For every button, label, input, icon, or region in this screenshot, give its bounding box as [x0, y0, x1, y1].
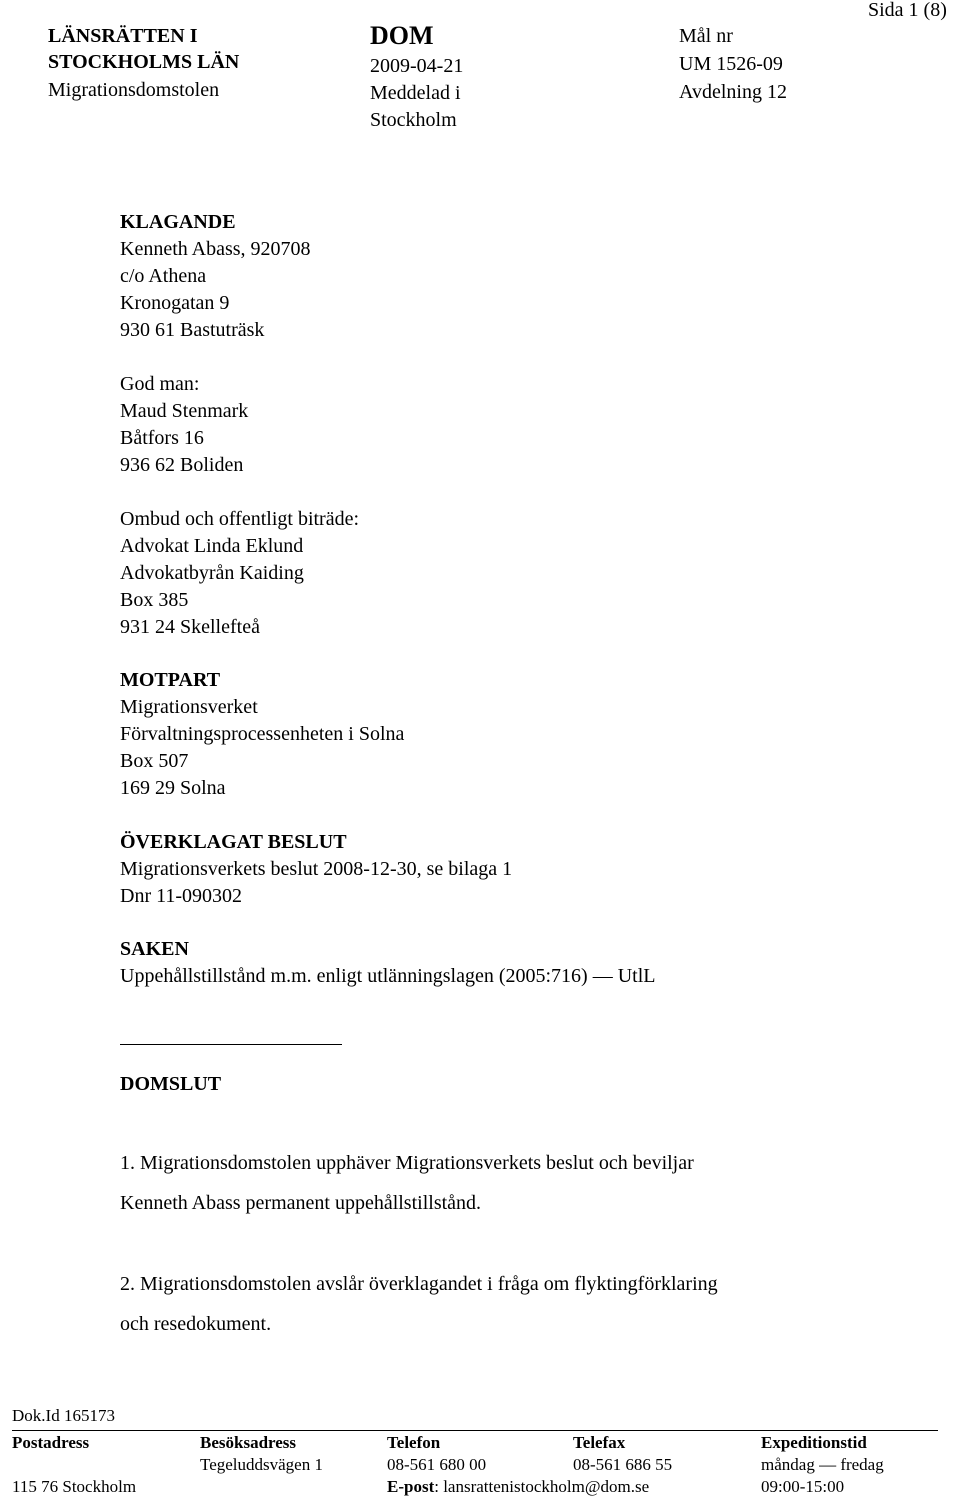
footer-expeditionstid-days: måndag ― fredag	[761, 1455, 884, 1474]
saken-line: Uppehållstillstånd m.m. enligt utlänningslagen (2005:716) ― UtlL	[120, 965, 656, 987]
klagande-line: Kronogatan 9	[120, 292, 230, 314]
god-man-line: 936 62 Boliden	[120, 454, 244, 476]
section-divider	[120, 1044, 342, 1045]
footer-telefon-label: Telefon	[387, 1433, 441, 1452]
case-number: UM 1526-09	[679, 53, 783, 75]
motpart-line: Förvaltningsprocessenheten i Solna	[120, 723, 405, 745]
document-type: DOM	[370, 21, 434, 50]
case-label: Mål nr	[679, 25, 733, 47]
ombud-line: Advokatbyrån Kaiding	[120, 562, 304, 584]
ombud-line: Ombud och offentligt biträde:	[120, 508, 360, 530]
footer-postadress-value: 115 76 Stockholm	[12, 1477, 137, 1496]
document-id: Dok.Id 165173	[12, 1406, 115, 1425]
footer-email-value: : lansrattenistockholm@dom.se	[434, 1477, 650, 1496]
footer-email	[387, 1476, 649, 1498]
footer-email-label: E-post	[387, 1477, 435, 1496]
god-man-line: Maud Stenmark	[120, 400, 249, 422]
footer-telefax-value: 08-561 686 55	[573, 1455, 673, 1474]
court-name-line2: STOCKHOLMS LÄN	[48, 51, 240, 73]
court-name-line1: LÄNSRÄTTEN I	[48, 25, 198, 47]
page-number: Sida 1 (8)	[868, 0, 947, 21]
issued-line2: Stockholm	[370, 109, 457, 131]
domslut-heading: DOMSLUT	[120, 1073, 222, 1095]
domslut-item-2-line1: 2. Migrationsdomstolen avslår överklagandet i fråga om flyktingförklaring	[120, 1273, 718, 1295]
motpart-line: Box 507	[120, 750, 189, 772]
footer-telefon-value: 08-561 680 00	[387, 1455, 487, 1474]
motpart-line: 169 29 Solna	[120, 777, 226, 799]
motpart-heading: MOTPART	[120, 669, 221, 691]
division: Avdelning 12	[679, 81, 787, 103]
footer-besoksadress-label: Besöksadress	[200, 1433, 297, 1452]
overklagat-line: Dnr 11-090302	[120, 885, 243, 907]
klagande-line: 930 61 Bastuträsk	[120, 319, 265, 341]
klagande-line: Kenneth Abass, 920708	[120, 238, 311, 260]
document-date: 2009-04-21	[370, 55, 464, 77]
footer-telefax-label: Telefax	[573, 1433, 626, 1452]
domslut-item-1-line1: 1. Migrationsdomstolen upphäver Migrationsverkets beslut och beviljar	[120, 1152, 694, 1174]
footer-expeditionstid-label: Expeditionstid	[761, 1433, 867, 1452]
footer-divider	[12, 1430, 938, 1431]
domslut-item-2-line2: och resedokument.	[120, 1313, 272, 1335]
ombud-line: Advokat Linda Eklund	[120, 535, 304, 557]
saken-heading: SAKEN	[120, 938, 189, 960]
klagande-heading: KLAGANDE	[120, 211, 236, 233]
footer-besoksadress-value: Tegeluddsvägen 1	[200, 1455, 323, 1474]
footer-expeditionstid-hours: 09:00-15:00	[761, 1477, 845, 1496]
issued-line1: Meddelad i	[370, 82, 461, 104]
motpart-line: Migrationsverket	[120, 696, 258, 718]
ombud-line: 931 24 Skellefteå	[120, 616, 260, 638]
god-man-line: Båtfors 16	[120, 427, 204, 449]
klagande-line: c/o Athena	[120, 265, 207, 287]
footer-postadress-label: Postadress	[12, 1433, 90, 1452]
overklagat-line: Migrationsverkets beslut 2008-12-30, se bilaga 1	[120, 858, 513, 880]
ombud-line: Box 385	[120, 589, 189, 611]
god-man-line: God man:	[120, 373, 200, 395]
domslut-item-1-line2: Kenneth Abass permanent uppehållstillstånd.	[120, 1192, 482, 1214]
overklagat-heading: ÖVERKLAGAT BESLUT	[120, 831, 347, 853]
court-name-line3: Migrationsdomstolen	[48, 79, 220, 101]
